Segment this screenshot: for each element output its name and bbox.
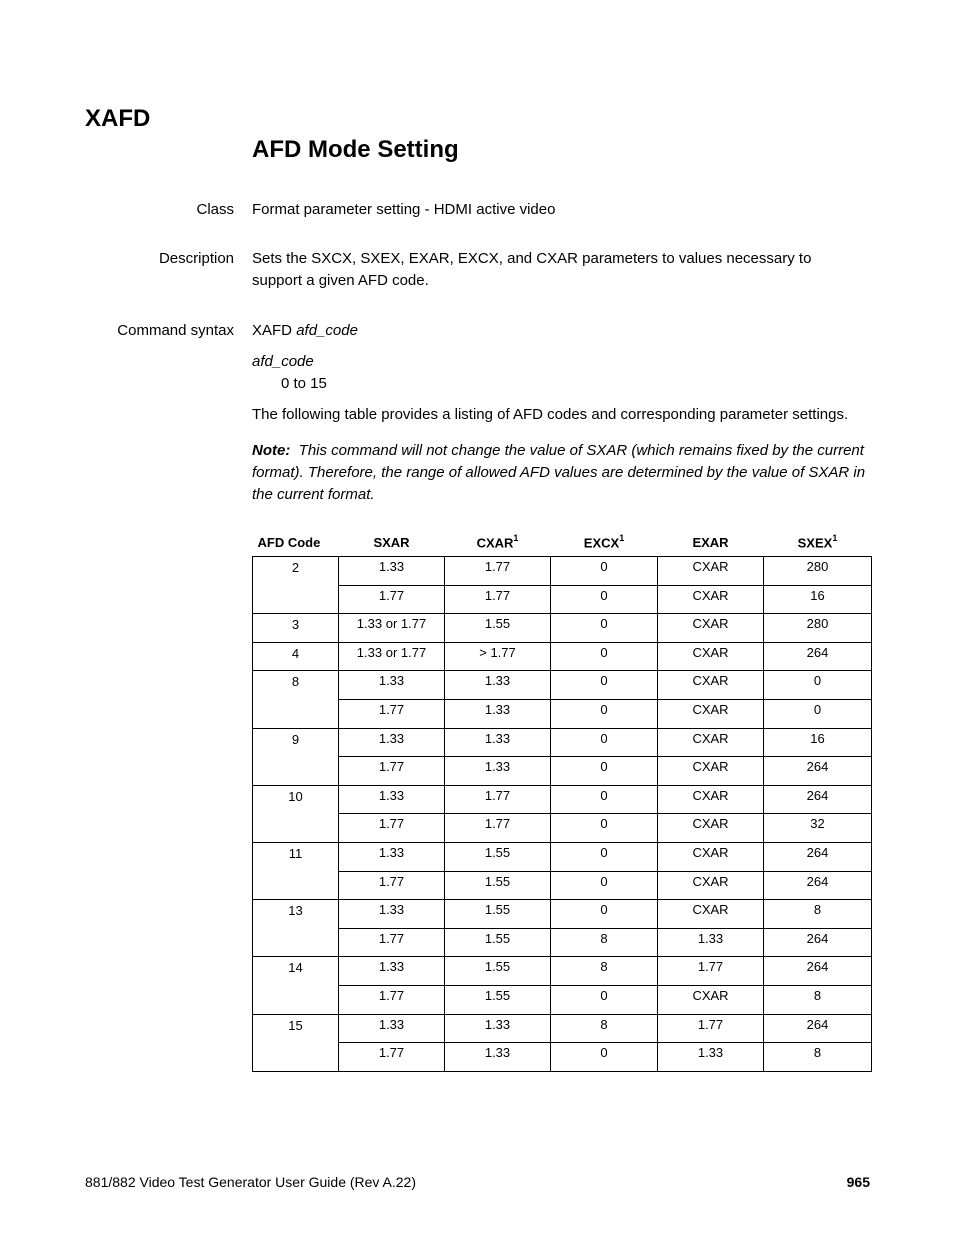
syntax-command: XAFD: [252, 322, 293, 339]
table-cell: 1.33: [339, 957, 445, 986]
afd-code-cell: 13: [253, 900, 339, 957]
table-row: [253, 728, 872, 757]
table-cell: 16: [764, 585, 872, 614]
syntax-label: Command syntax: [117, 322, 234, 339]
footer-title: 881/882 Video Test Generator User Guide (Rev A.22): [85, 1174, 417, 1190]
note-prefix: Note:: [252, 442, 291, 459]
table-header-row: [253, 528, 872, 557]
page-title: AFD Mode Setting: [252, 136, 459, 163]
afd-code-cell: 14: [253, 957, 339, 1014]
table-cell: 264: [764, 785, 872, 814]
table-cell: 1.33 or 1.77: [339, 642, 445, 671]
table-cell: 1.33: [339, 557, 445, 586]
table-row: [253, 699, 872, 728]
table-cell: 1.77: [339, 757, 445, 786]
table-cell: 1.77: [445, 557, 551, 586]
table-cell: 0: [764, 671, 872, 700]
table-cell: 0: [551, 757, 658, 786]
table-cell: 1.33: [339, 842, 445, 871]
table-cell: CXAR: [658, 728, 764, 757]
table-cell: 1.55: [445, 957, 551, 986]
table-cell: 1.33: [339, 785, 445, 814]
table-cell: 0: [764, 699, 872, 728]
column-header: EXAR: [692, 534, 729, 550]
table-row: [253, 671, 872, 700]
table-cell: CXAR: [658, 614, 764, 643]
table-cell: 0: [551, 871, 658, 900]
note: [252, 440, 872, 506]
column-header: EXCX$^1$: [583, 532, 625, 551]
table-cell: 0: [551, 814, 658, 843]
afd-code-cell: 9: [253, 728, 339, 785]
table-cell: 0: [551, 671, 658, 700]
table-cell: 264: [764, 1014, 872, 1043]
table-cell: CXAR: [658, 642, 764, 671]
table-body: [253, 557, 872, 1072]
table-cell: 1.33: [339, 900, 445, 929]
table-cell: 0: [551, 728, 658, 757]
table-cell: 264: [764, 957, 872, 986]
table-cell: 264: [764, 871, 872, 900]
table-cell: 0: [551, 614, 658, 643]
afd-code-cell: 3: [253, 614, 339, 643]
table-cell: CXAR: [658, 785, 764, 814]
column-header: SXEX$^1$: [797, 532, 838, 551]
table-cell: CXAR: [658, 757, 764, 786]
note-text: This command will not change the value of SXAR (which remains fixed by the current format). Therefore, the range of allowed AFD values are determined by the value of SXAR in the current format.: [252, 442, 866, 503]
table-row: [253, 900, 872, 929]
table-cell: 1.77: [658, 957, 764, 986]
table-cell: 1.33: [445, 728, 551, 757]
table-cell: 1.33: [339, 1014, 445, 1043]
table-cell: 1.33 or 1.77: [339, 614, 445, 643]
table-cell: 8: [764, 900, 872, 929]
table-row: [253, 814, 872, 843]
table-cell: 264: [764, 842, 872, 871]
afd-code-cell: 15: [253, 1014, 339, 1071]
table-row: [253, 785, 872, 814]
column-header: AFD Code: [257, 534, 321, 550]
param-name: afd_code: [252, 353, 314, 370]
afd-code-cell: 4: [253, 642, 339, 671]
table-row: [253, 871, 872, 900]
table-cell: 0: [551, 557, 658, 586]
param-range: 0 to 15: [281, 375, 327, 392]
table-row: [253, 985, 872, 1014]
table-cell: 1.55: [445, 985, 551, 1014]
page-number: 965: [846, 1174, 870, 1190]
table-cell: 1.33: [445, 699, 551, 728]
table-cell: 8: [551, 1014, 658, 1043]
table-cell: 1.33: [658, 928, 764, 957]
table-cell: CXAR: [658, 814, 764, 843]
table-cell: 280: [764, 614, 872, 643]
description-text: Sets the SXCX, SXEX, EXAR, EXCX, and CXAR parameters to values necessary to support a given AFD code.: [252, 250, 812, 289]
table-row: [253, 585, 872, 614]
table-cell: 264: [764, 928, 872, 957]
table-row: [253, 642, 872, 671]
table-row: [253, 957, 872, 986]
table-row: [253, 842, 872, 871]
table-cell: 1.33: [445, 1043, 551, 1072]
table-cell: 1.77: [339, 814, 445, 843]
afd-code-cell: 10: [253, 785, 339, 842]
table-cell: CXAR: [658, 900, 764, 929]
table-cell: 1.33: [445, 1014, 551, 1043]
table-cell: 1.77: [445, 585, 551, 614]
afd-code-cell: 11: [253, 842, 339, 899]
table-cell: 1.77: [658, 1014, 764, 1043]
table-row: [253, 1043, 872, 1072]
table-cell: 0: [551, 785, 658, 814]
table-cell: 264: [764, 642, 872, 671]
table-cell: CXAR: [658, 699, 764, 728]
table-cell: 0: [551, 1043, 658, 1072]
syntax-line: [252, 320, 877, 342]
table-cell: CXAR: [658, 985, 764, 1014]
table-cell: 1.77: [339, 1043, 445, 1072]
table-cell: 0: [551, 900, 658, 929]
table-cell: 1.55: [445, 900, 551, 929]
table-cell: 1.55: [445, 614, 551, 643]
table-cell: 1.77: [445, 814, 551, 843]
table-cell: 280: [764, 557, 872, 586]
table-intro: The following table provides a listing of AFD codes and corresponding parameter settings.: [252, 406, 849, 423]
table-cell: CXAR: [658, 557, 764, 586]
table-cell: 1.33: [445, 757, 551, 786]
table-cell: 1.33: [445, 671, 551, 700]
table-cell: 0: [551, 699, 658, 728]
table-cell: CXAR: [658, 871, 764, 900]
table-cell: 8: [764, 1043, 872, 1072]
afd-table: [252, 528, 872, 1072]
table-cell: 1.33: [339, 671, 445, 700]
table-cell: 8: [764, 985, 872, 1014]
table-cell: 1.77: [339, 699, 445, 728]
table-row: [253, 557, 872, 586]
table-cell: 1.77: [339, 585, 445, 614]
class-label: Class: [196, 201, 234, 218]
table-cell: 8: [551, 957, 658, 986]
table-row: [253, 928, 872, 957]
table-cell: 0: [551, 585, 658, 614]
table-cell: 1.77: [339, 871, 445, 900]
table-cell: 32: [764, 814, 872, 843]
class-text: Format parameter setting - HDMI active video: [252, 201, 556, 218]
table-cell: 264: [764, 757, 872, 786]
table-cell: 8: [551, 928, 658, 957]
table-cell: CXAR: [658, 842, 764, 871]
table-cell: CXAR: [658, 585, 764, 614]
table-cell: 1.77: [339, 985, 445, 1014]
table-cell: 0: [551, 842, 658, 871]
table-cell: 1.77: [339, 928, 445, 957]
table-cell: 16: [764, 728, 872, 757]
column-header: CXAR$^1$: [476, 532, 519, 551]
table-cell: 1.33: [658, 1043, 764, 1072]
column-header: SXAR: [373, 534, 410, 550]
afd-code-cell: 2: [253, 557, 339, 614]
table-cell: 1.77: [445, 785, 551, 814]
table-cell: CXAR: [658, 671, 764, 700]
table-row: [253, 757, 872, 786]
afd-code-cell: 8: [253, 671, 339, 728]
table-row: [253, 1014, 872, 1043]
syntax-param: afd_code: [296, 322, 358, 339]
command-name: XAFD: [85, 105, 151, 132]
table-cell: > 1.77: [445, 642, 551, 671]
description-label: Description: [158, 250, 234, 267]
table-cell: 1.33: [339, 728, 445, 757]
table-cell: 1.55: [445, 871, 551, 900]
table-cell: 1.55: [445, 842, 551, 871]
table-cell: 0: [551, 985, 658, 1014]
table-cell: 0: [551, 642, 658, 671]
table-cell: 1.55: [445, 928, 551, 957]
table-row: [253, 614, 872, 643]
